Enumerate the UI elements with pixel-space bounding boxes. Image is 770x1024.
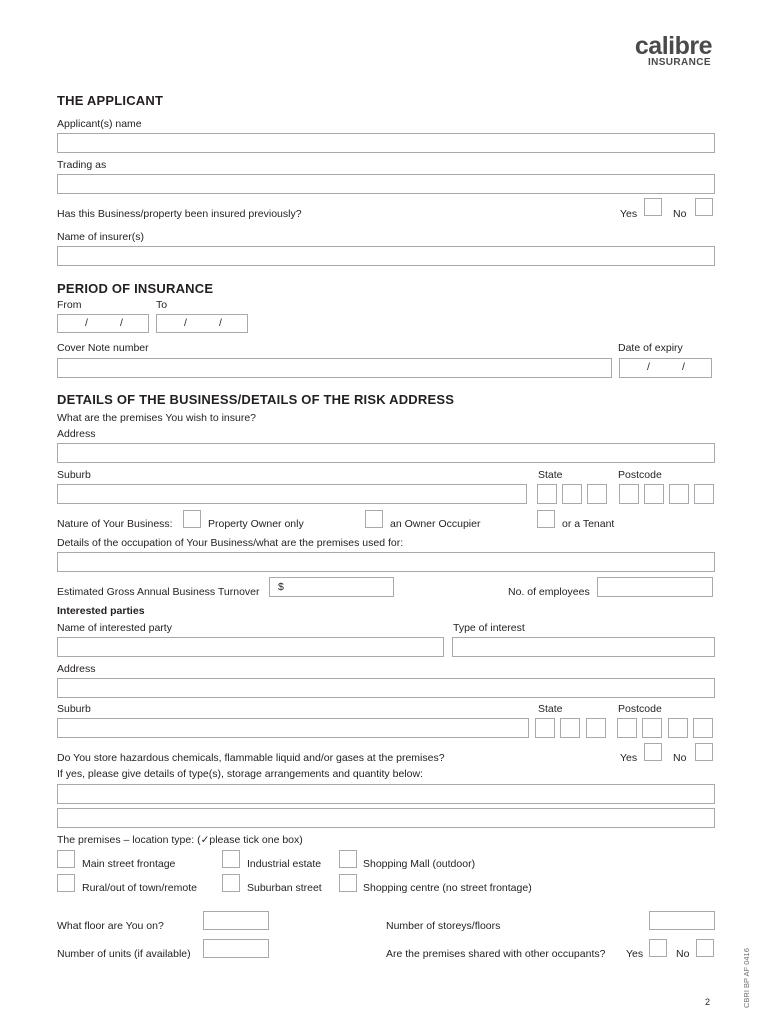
insurer-name-label: Name of insurer(s) (57, 231, 144, 243)
address-label: Address (57, 428, 96, 440)
currency-symbol: $ (278, 581, 284, 593)
shopping-centre-checkbox[interactable] (339, 874, 357, 892)
interested-address-input[interactable] (57, 678, 715, 698)
interested-suburb-label: Suburb (57, 703, 91, 715)
section-heading-business: DETAILS OF THE BUSINESS/DETAILS OF THE RISK ADDRESS (57, 392, 455, 407)
property-owner-checkbox[interactable] (183, 510, 201, 528)
interested-postcode-cell-2[interactable] (642, 718, 662, 738)
date-separator: / (184, 317, 187, 329)
main-street-checkbox[interactable] (57, 850, 75, 868)
postcode-cell-3[interactable] (669, 484, 689, 504)
postcode-label: Postcode (618, 469, 662, 481)
shared-yes-label: Yes (626, 948, 644, 960)
to-label: To (156, 299, 168, 311)
interested-state-label: State (538, 703, 563, 715)
location-type-question: The premises – location type: (✓please tick one box) (57, 834, 303, 846)
hazard-detail-label: If yes, please give details of type(s), storage arrangements and quantity below: (57, 768, 423, 780)
interested-suburb-input[interactable] (57, 718, 529, 738)
storeys-label: Number of storeys/floors (386, 920, 501, 932)
interested-postcode-cell-4[interactable] (693, 718, 713, 738)
hazard-detail-input-1[interactable] (57, 784, 715, 804)
rural-checkbox[interactable] (57, 874, 75, 892)
suburb-label: Suburb (57, 469, 91, 481)
occupation-input[interactable] (57, 552, 715, 572)
hazard-yes-label: Yes (620, 752, 638, 764)
insured-yes-checkbox[interactable] (644, 198, 662, 216)
interested-postcode-cell-1[interactable] (617, 718, 637, 738)
insured-no-checkbox[interactable] (695, 198, 713, 216)
interested-party-name-label: Name of interested party (57, 622, 172, 634)
section-heading-applicant: THE APPLICANT (57, 93, 164, 108)
hazard-question: Do You store hazardous chemicals, flammable liquid and/or gases at the premises? (57, 752, 445, 764)
shopping-centre-label: Shopping centre (no street frontage) (363, 882, 532, 894)
hazard-no-label: No (673, 752, 687, 764)
hazard-no-checkbox[interactable] (695, 743, 713, 761)
insurer-name-input[interactable] (57, 246, 715, 266)
suburb-input[interactable] (57, 484, 527, 504)
trading-as-input[interactable] (57, 174, 715, 194)
date-separator: / (120, 317, 123, 329)
state-label: State (538, 469, 563, 481)
interested-address-label: Address (57, 663, 96, 675)
occupation-label: Details of the occupation of Your Business/what are the premises used for: (57, 537, 404, 549)
interested-parties-heading: Interested parties (57, 605, 145, 617)
date-of-expiry-label: Date of expiry (618, 342, 683, 354)
cover-note-input[interactable] (57, 358, 612, 378)
hazard-detail-input-2[interactable] (57, 808, 715, 828)
owner-occupier-label: an Owner Occupier (390, 518, 481, 530)
interested-postcode-label: Postcode (618, 703, 662, 715)
employees-label: No. of employees (508, 586, 590, 598)
interested-postcode-cell-3[interactable] (668, 718, 688, 738)
interest-type-input[interactable] (452, 637, 715, 657)
units-input[interactable] (203, 939, 269, 958)
state-cell-2[interactable] (562, 484, 582, 504)
page-number: 2 (705, 997, 711, 1007)
turnover-label: Estimated Gross Annual Business Turnover (57, 586, 260, 598)
hazard-yes-checkbox[interactable] (644, 743, 662, 761)
tenant-checkbox[interactable] (537, 510, 555, 528)
storeys-input[interactable] (649, 911, 715, 930)
turnover-input[interactable] (269, 577, 394, 597)
applicant-name-input[interactable] (57, 133, 715, 153)
brand-logo-subtitle: INSURANCE (647, 57, 711, 68)
cover-note-label: Cover Note number (57, 342, 149, 354)
address-input[interactable] (57, 443, 715, 463)
form-code: CBRI BP AF 0416 (742, 948, 751, 1008)
floor-label: What floor are You on? (57, 920, 164, 932)
date-separator: / (647, 361, 650, 373)
main-street-label: Main street frontage (82, 858, 176, 870)
from-date-input[interactable] (57, 314, 149, 333)
rural-label: Rural/out of town/remote (82, 882, 197, 894)
suburban-street-checkbox[interactable] (222, 874, 240, 892)
applicant-name-label: Applicant(s) name (57, 118, 142, 130)
suburban-street-label: Suburban street (247, 882, 322, 894)
interested-state-cell-1[interactable] (535, 718, 555, 738)
expiry-date-input[interactable] (619, 358, 712, 378)
postcode-cell-1[interactable] (619, 484, 639, 504)
interest-type-label: Type of interest (453, 622, 525, 634)
interested-party-name-input[interactable] (57, 637, 444, 657)
floor-input[interactable] (203, 911, 269, 930)
to-date-input[interactable] (156, 314, 248, 333)
industrial-estate-checkbox[interactable] (222, 850, 240, 868)
shared-no-label: No (676, 948, 690, 960)
shared-no-checkbox[interactable] (696, 939, 714, 957)
industrial-estate-label: Industrial estate (247, 858, 322, 870)
date-separator: / (682, 361, 685, 373)
owner-occupier-checkbox[interactable] (365, 510, 383, 528)
trading-as-label: Trading as (57, 159, 107, 171)
state-cell-3[interactable] (587, 484, 607, 504)
insured-no-label: No (673, 208, 687, 220)
date-separator: / (219, 317, 222, 329)
from-label: From (57, 299, 82, 311)
nature-of-business-label: Nature of Your Business: (57, 518, 173, 530)
insured-yes-label: Yes (620, 208, 638, 220)
insured-previously-question: Has this Business/property been insured previously? (57, 208, 302, 220)
shared-yes-checkbox[interactable] (649, 939, 667, 957)
state-cell-1[interactable] (537, 484, 557, 504)
shared-premises-question: Are the premises shared with other occupants? (386, 948, 606, 960)
interested-state-cell-3[interactable] (586, 718, 606, 738)
brand-logo: calibre (634, 32, 712, 60)
postcode-cell-2[interactable] (644, 484, 664, 504)
tenant-label: or a Tenant (562, 518, 615, 530)
postcode-cell-4[interactable] (694, 484, 714, 504)
employees-input[interactable] (597, 577, 713, 597)
premises-question: What are the premises You wish to insure? (57, 412, 257, 424)
interested-state-cell-2[interactable] (560, 718, 580, 738)
shopping-mall-checkbox[interactable] (339, 850, 357, 868)
section-heading-period: PERIOD OF INSURANCE (57, 281, 214, 296)
date-separator: / (85, 317, 88, 329)
shopping-mall-label: Shopping Mall (outdoor) (363, 858, 476, 870)
units-label: Number of units (if available) (57, 948, 191, 960)
property-owner-label: Property Owner only (208, 518, 304, 530)
